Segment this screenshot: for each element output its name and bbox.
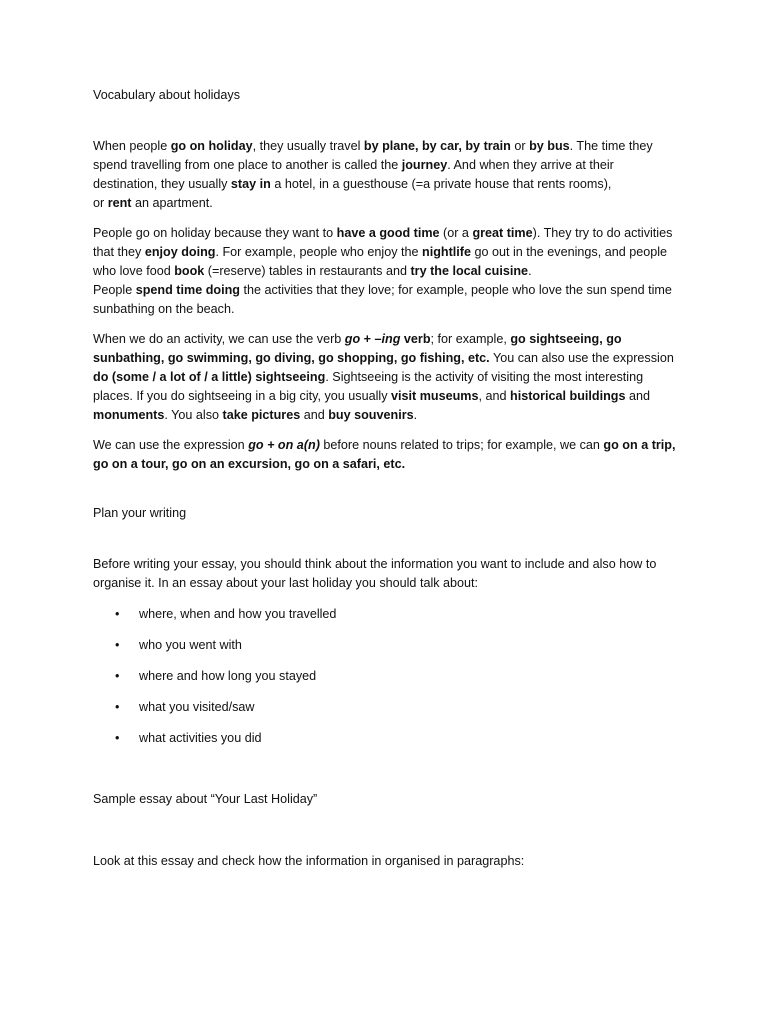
- paragraph-activities: When we do an activity, we can use the verb go + –ing verb; for example, go sightseeing, go sunbathing, go swimming, go diving, go shopping, go fishing, etc. You can also use the expression do (some / a lot of / a little) sightseeing. Sightseeing is the activity of visiting the most interesting places. If you do sightseeing in a big city, you usually visit museums, and historical buildings and monuments. You also take pictures and buy souvenirs.: [93, 332, 674, 422]
- document-page: [93, 86, 678, 871]
- heading-plan-writing: Plan your writing: [93, 506, 187, 520]
- paragraph-plan-intro: Before writing your essay, you should think about the information you want to include and also how to organise it. In an essay about your last holiday you should talk about:: [93, 557, 657, 590]
- list-item: • where and how long you stayed: [93, 667, 678, 686]
- list-item: • where, when and how you travelled: [93, 605, 678, 624]
- paragraph-good-time: People go on holiday because they want to have a good time (or a great time). They try to do activities that they enjoy doing. For example, people who enjoy the nightlife go out in the evenings, and people who love food book (=reserve) tables in restaurants and try the local cuisine. People spend time doing the activities that they love; for example, people who love the sun spend time sunbathing on the beach.: [93, 226, 673, 316]
- paragraph-look-essay: Look at this essay and check how the information in organised in paragraphs:: [93, 854, 525, 868]
- paragraph-go-on: We can use the expression go + on a(n) before nouns related to trips; for example, we can go on a trip, go on a tour, go on an excursion, go on a safari, etc.: [93, 438, 676, 471]
- heading-sample-essay: Sample essay about “Your Last Holiday”: [93, 792, 318, 806]
- bullet-icon: •: [115, 731, 120, 745]
- list-item: • what activities you did: [93, 729, 678, 748]
- bullet-icon: •: [115, 700, 120, 714]
- topics-list: [93, 605, 678, 748]
- bullet-icon: •: [115, 638, 120, 652]
- paragraph-travel: When people go on holiday, they usually travel by plane, by car, by train or by bus. The time they spend travelling from one place to another is called the journey. And when they arrive at their destination, they usually stay in a hotel, in a guesthouse (=a private house that rents rooms), or rent an apartment.: [93, 139, 653, 210]
- list-item: • what you visited/saw: [93, 698, 678, 717]
- bullet-icon: •: [115, 669, 120, 683]
- list-item: • who you went with: [93, 636, 678, 655]
- heading-vocabulary: Vocabulary about holidays: [93, 88, 241, 102]
- bullet-icon: •: [115, 607, 120, 621]
